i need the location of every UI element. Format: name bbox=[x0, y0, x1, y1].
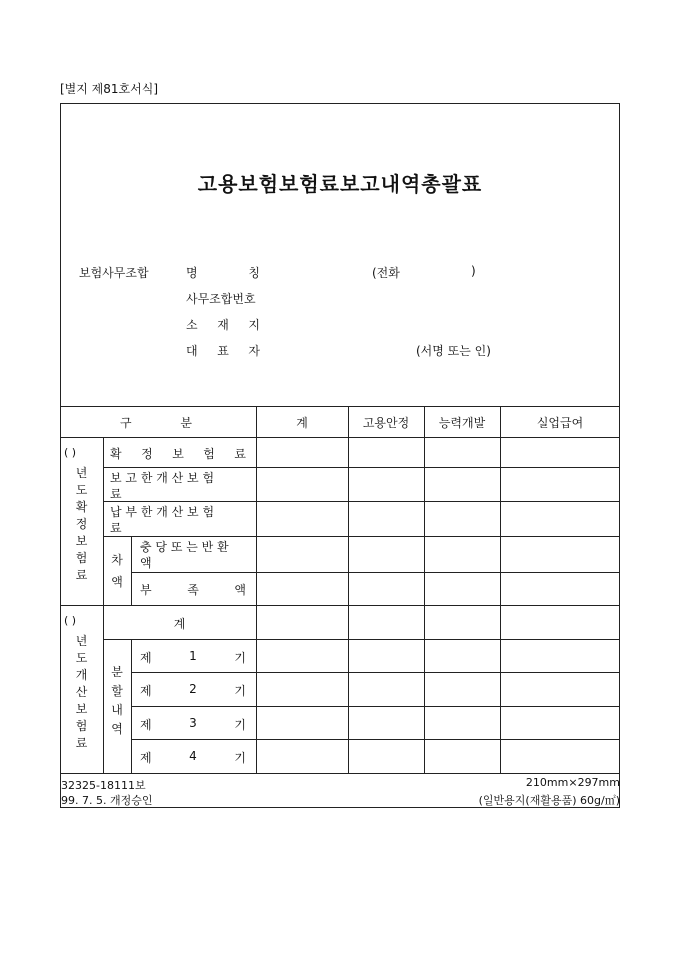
section1-year-marker: ( ) bbox=[64, 446, 77, 459]
field-representative-label: 대 표 자 bbox=[186, 344, 260, 358]
header-category: 구 분 bbox=[120, 416, 192, 430]
form-number-label: [별지 제81호서식] bbox=[60, 82, 158, 96]
row-confirmed-premium: 확 정 보 험 료 bbox=[110, 447, 246, 461]
row-shortage-amount: 부 족 액 bbox=[140, 583, 246, 597]
section1-label: 년 도 확 정 보 험 료 bbox=[75, 466, 88, 582]
header-skill-development: 능력개발 bbox=[438, 416, 486, 430]
paper-size: 210mm×297mm bbox=[525, 776, 620, 789]
header-employment-stability: 고용안정 bbox=[362, 416, 410, 430]
row-refund-amount: 충 당 또 는 반 환 액 bbox=[140, 540, 229, 570]
field-office-number-label: 사무조합번호 bbox=[186, 292, 256, 306]
header-total: 계 bbox=[296, 416, 308, 430]
approval-date: 99. 7. 5. 개정승인 bbox=[61, 794, 153, 807]
form-title: 고용보험보험료보고내역총괄표 bbox=[197, 172, 483, 196]
paper-type: (일반용지(재활용품) 60g/㎡) bbox=[478, 794, 620, 807]
row-estimated-total: 계 bbox=[173, 617, 186, 631]
row-installment-1: 제 1 기 bbox=[140, 649, 246, 665]
signature-label: (서명 또는 인) bbox=[416, 344, 491, 358]
header-unemployment-benefit: 실업급여 bbox=[536, 416, 584, 430]
section2-label: 년 도 개 산 보 험 료 bbox=[75, 634, 88, 750]
phone-label: (전화 bbox=[372, 266, 400, 280]
section2-year-marker: ( ) bbox=[64, 614, 77, 627]
field-address-label: 소 재 지 bbox=[186, 318, 260, 332]
row-installment-4: 제 4 기 bbox=[140, 749, 246, 765]
field-name-label: 명 칭 bbox=[186, 266, 260, 280]
form-code: 32325-18111보 bbox=[61, 779, 146, 792]
phone-close-paren: ) bbox=[471, 264, 476, 278]
row-paid-premium: 납 부 한 개 산 보 험 료 bbox=[110, 505, 215, 535]
row-installment-2: 제 2 기 bbox=[140, 682, 246, 698]
installment-label: 분 할 내 역 bbox=[111, 665, 123, 736]
row-reported-premium: 보 고 한 개 산 보 험 료 bbox=[110, 471, 215, 501]
insurance-office-label: 보험사무조합 bbox=[79, 266, 149, 280]
diff-amount-label: 차 액 bbox=[111, 553, 123, 589]
row-installment-3: 제 3 기 bbox=[140, 716, 246, 732]
